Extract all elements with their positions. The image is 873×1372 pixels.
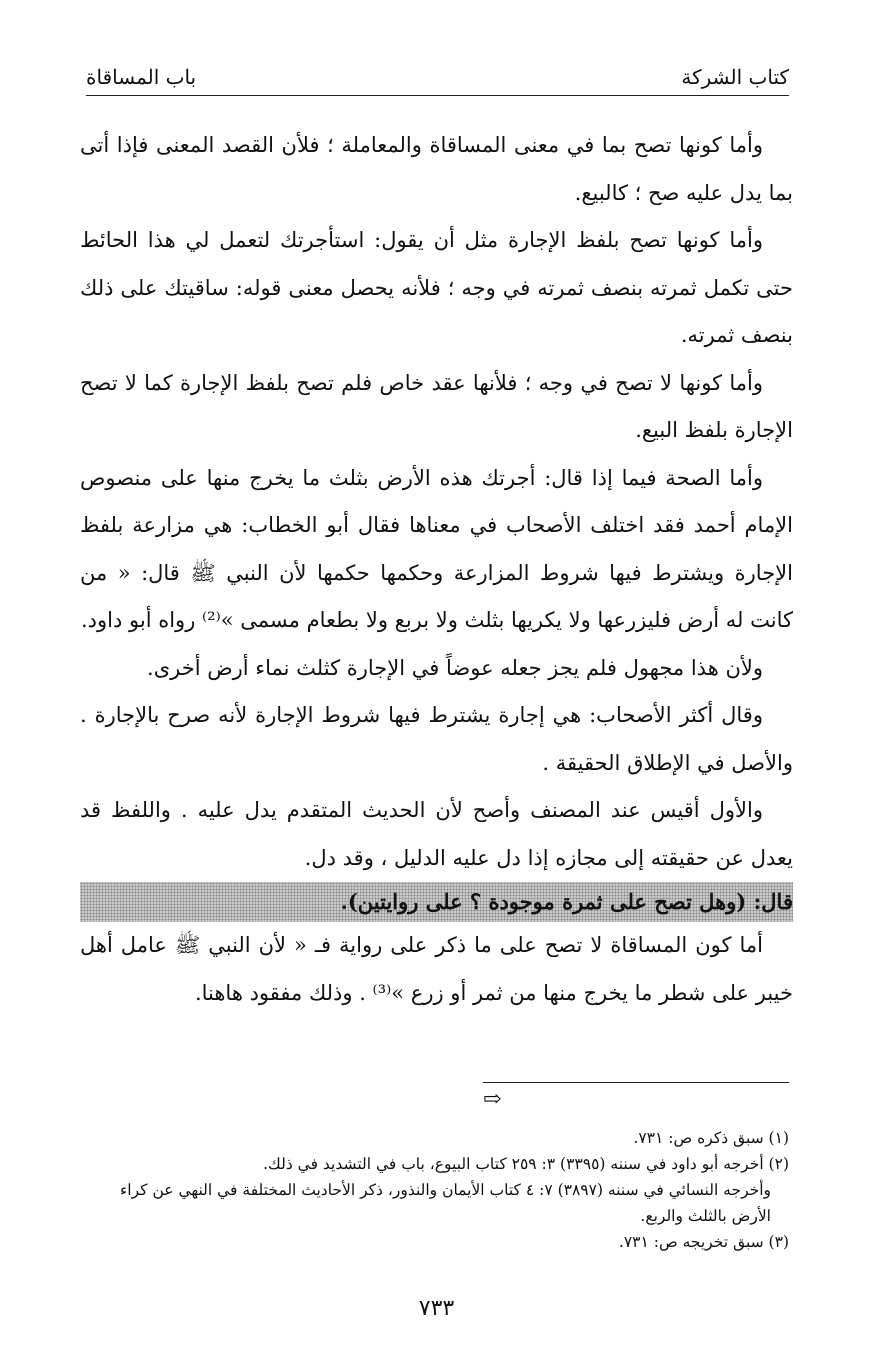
paragraph: وأما كونها تصح بما في معنى المساقاة والمعاملة ؛ فلأن القصد المعنى فإذا أتى بما يدل عليه صح ؛ كالبيع. [80,133,793,205]
book-title: كتاب الشركة [681,65,789,89]
footnote: وأخرجه النسائي في سننه (٣٨٩٧) ٧: ٤ كتاب الأيمان والنذور، ذكر الأحاديث المختلفة في النهي عن كراء الأرض بالثلث والربع. [120,1181,771,1225]
paragraph: وأما كونها لا تصح في وجه ؛ فلأنها عقد خاص فلم تصح بلفظ الإجارة كما لا تصح الإجارة بلفظ البيع. [80,370,793,442]
chapter-title: باب المساقاة [86,65,197,89]
paragraph: وأما كونها تصح بلفظ الإجارة مثل أن يقول: استأجرتك لتعمل لي هذا الحائط حتى تكمل ثمرته بنصف ثمرته في وجه ؛ فلأنه يحصل معنى قوله: ساقيتك على ذلك بنصف ثمرته. [80,228,793,347]
footnote-divider [483,1082,789,1112]
continue-arrow-icon: ⇨ [483,1087,502,1112]
section-heading: قال: (وهل تصح على ثمرة موجودة ؟ على روايتين). [80,882,793,922]
footnote: (٢) أخرجه أبو داود في سننه (٣٣٩٥) ٣: ٢٥٩ كتاب البيوع، باب في التشديد في ذلك. [263,1155,789,1173]
page-number: ٧٣٣ [418,1296,455,1321]
running-header [86,56,789,96]
paragraph: وأما الصحة فيما إذا قال: أجرتك هذه الأرض بثلث ما يخرج منها على منصوص الإمام أحمد فقد اختلف الأصحاب في معناها فقال أبو الخطاب: هي مزارعة بلفظ الإجارة ويشترط فيها شروط المزارعة وحكمها حكمها لأن النبي ﷺ قال: « من كانت له أرض فليزرعها ولا يكريها بثلث ولا بربع ولا بطعام مسمى »⁽²⁾ رواه أبو داود. [80,465,793,632]
footnote-list [82,1125,789,1255]
footnotes [82,1082,789,1255]
footnote: (٣) سبق تخريجه ص: ٧٣١. [618,1233,789,1251]
paragraph: ولأن هذا مجهول فلم يجز جعله عوضاً في الإجارة كثلث نماء أرض أخرى. [147,655,763,680]
footnote: (١) سبق ذكره ص: ٧٣١. [633,1129,789,1147]
paragraph: أما كون المساقاة لا تصح على ما ذكر على رواية فـ « لأن النبي ﷺ عامل أهل خيبر على شطر ما يخرج منها من ثمر أو زرع »⁽³⁾ . وذلك مفقود هاهنا. [80,933,793,1005]
main-text [80,122,793,1017]
paragraph: وقال أكثر الأصحاب: هي إجارة يشترط فيها شروط الإجارة لأنه صرح بالإجارة . والأصل في الإطلاق الحقيقة . [80,703,793,775]
paragraph: والأول أقيس عند المصنف وأصح لأن الحديث المتقدم يدل عليه . واللفظ قد يعدل عن حقيقته إلى مجازه إذا دل عليه الدليل ، وقد دل. [80,798,793,870]
